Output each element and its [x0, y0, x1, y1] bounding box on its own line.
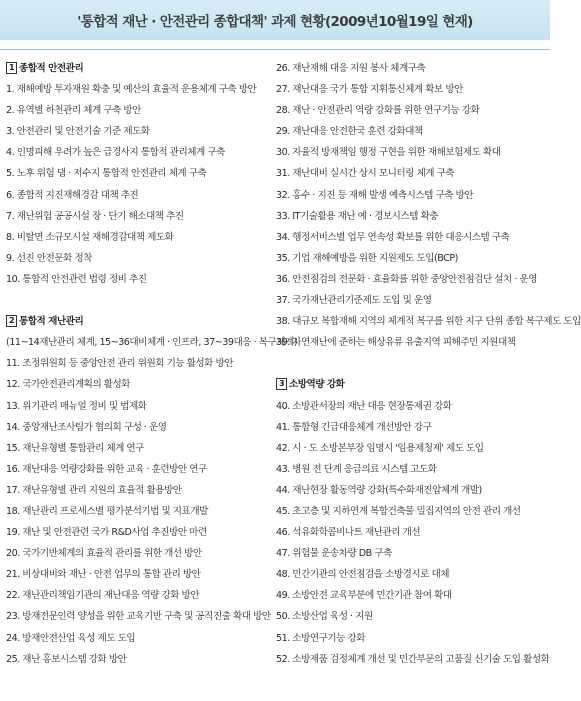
- task-item: 48. 민간기관의 안전점검을 소방경시로 대체: [276, 569, 450, 581]
- page-title: '통합적 재난 · 안전관리 종합대책' 과제 현황(2009년10월19일 현재): [77, 14, 473, 30]
- task-item: 40. 소방관서장의 재난 대응 현장통제권 강화: [276, 400, 452, 412]
- task-item: 37. 국가재난관리기준제도 도입 및 운영: [276, 295, 432, 307]
- task-item: 38. 대규모 복합재해 지역의 체계적 복구를 위한 지구 단위 종합 복구제도 도입: [276, 316, 581, 328]
- section-heading: [6, 311, 274, 332]
- task-item: 32. 홍수 · 지진 등 재해 발생 예측시스템 구축 방안: [276, 189, 474, 201]
- task-item: 9. 선진 안전문화 정착: [6, 252, 92, 264]
- task-item: 28. 재난 · 안전관리 역량 강화를 위한 연구기능 강화: [276, 105, 480, 117]
- task-item: 49. 소방안전 교육부분에 민간기관 참여 확대: [276, 590, 452, 602]
- spacer: [276, 353, 548, 374]
- task-item: 46. 석유화학콤비나트 재난관리 개선: [276, 527, 421, 539]
- task-item: 35. 기업 재해예방을 위한 지원제도 도입(BCP): [276, 252, 458, 264]
- task-item: 8. 비탈면 소규모시설 재해경감대책 제도화: [6, 231, 174, 243]
- task-item: 16. 재난대응 역량강화를 위한 교육 · 훈련방안 연구: [6, 463, 207, 475]
- section-number-box: 3: [276, 378, 287, 390]
- task-item: 41. 통합형 긴급대응체계 개선방안 강구: [276, 421, 432, 433]
- task-item: 52. 소방제품 검정체계 개선 및 민간부문의 고품질 신기술 도입 활성화: [276, 653, 550, 665]
- task-item: 30. 자율적 방재책임 행정 구현을 위한 재해보험제도 확대: [276, 147, 501, 159]
- task-item: 29. 재난대응 안전한국 훈련 강화대책: [276, 126, 423, 138]
- section-title: 종합적 안전관리: [19, 63, 84, 74]
- task-item: 27. 재난대응 국가 통합 지휘통신체계 확보 방안: [276, 84, 463, 96]
- task-item: 45. 초고층 및 지하연계 복합건축물 밀집지역의 안전 관리 개선: [276, 505, 521, 517]
- header-bar: [0, 0, 550, 40]
- task-item: 22. 재난관리책임기관의 재난대응 역량 강화 방안: [6, 590, 200, 602]
- task-item: 17. 재난유형별 관리 지원의 효율적 활용방안: [6, 484, 182, 496]
- task-item: (11~14재난관리 체계, 15~36대비체계 · 인프라, 37~39대응 · 복구체계): [6, 337, 297, 349]
- section-number-box: 2: [6, 315, 17, 327]
- task-item: 44. 재난현장 활동역량 강화(특수화재진압체계 개발): [276, 484, 482, 496]
- section-number-box: 1: [6, 62, 17, 74]
- section-heading: [276, 374, 548, 395]
- task-item: 20. 국가기반체계의 효율적 관리를 위한 개선 방안: [6, 548, 202, 560]
- task-item: 4. 인명피해 우려가 높은 급경사지 통합적 관리체계 구축: [6, 147, 225, 159]
- task-item: 15. 재난유형별 통합관리 체계 연구: [6, 442, 144, 454]
- section-title: 소방역량 강화: [289, 379, 345, 391]
- task-item: 51. 소방연구기능 강화: [276, 632, 365, 644]
- task-item: 39. 자연재난에 준하는 해상유류 유출지역 피해주민 지원대책: [276, 337, 516, 349]
- section-title: 통합적 재난관리: [19, 316, 84, 328]
- task-item: 12. 국가안전관리계획의 활성화: [6, 379, 131, 391]
- task-item: 14. 중앙재난조사팀가 협의회 구성 · 운영: [6, 421, 167, 433]
- task-item: 23. 방재전문인력 양성을 위한 교육기반 구축 및 공직진출 확대 방안: [6, 611, 271, 623]
- task-item: 6. 종합적 지진재해경감 대책 추진: [6, 189, 139, 201]
- task-item: 10. 통합적 안전관련 법령 정비 추진: [6, 273, 147, 285]
- task-item: 33. IT기술활용 재난 예 · 경보시스템 확충: [276, 210, 439, 222]
- task-item: 7. 재난위험 공공시설 장 · 단기 해소대책 추진: [6, 210, 184, 222]
- task-item: 3. 안전관리 및 안전기술 기준 제도화: [6, 126, 150, 138]
- section-heading: [6, 58, 274, 79]
- task-item: 13. 위기관리 매뉴얼 정비 및 법제화: [6, 400, 147, 412]
- task-item: 19. 재난 및 안전관련 국가 R&D사업 추진방안 마련: [6, 527, 207, 539]
- task-item: 42. 시 · 도 소방본부장 임명시 '임용제청제' 제도 도입: [276, 442, 484, 454]
- task-item: 11. 조정위원회 등 중앙안전 관리 위원회 기능 활성화 방안: [6, 358, 234, 370]
- task-item: 31. 재난대비 실시간 상시 모니터링 체계 구축: [276, 168, 455, 180]
- task-item: 47. 위험물 운송차량 DB 구축: [276, 548, 392, 560]
- task-item: 36. 안전점검의 전문화 · 효율화를 위한 중앙안전점검단 설치 · 운영: [276, 273, 537, 285]
- task-item: 2. 유역별 하천관리 체계 구축 방안: [6, 105, 141, 117]
- task-item: 26. 재난재해 대응 지원 봉사 체계구축: [276, 63, 426, 74]
- task-item: 25. 재난 홍보시스템 강화 방안: [6, 653, 127, 665]
- task-item: 21. 비상대비와 재난 · 안전 업무의 통합 관리 방안: [6, 569, 201, 581]
- spacer: [6, 290, 274, 311]
- task-item: 18. 재난관리 프로세스별 평가분석기법 및 지표개발: [6, 505, 208, 517]
- task-item: 34. 행정서비스별 업무 연속성 확보를 위한 대응시스템 구축: [276, 231, 510, 243]
- task-item: 50. 소방산업 육성 · 지원: [276, 611, 373, 623]
- task-item: 5. 노후 위험 댐 · 저수지 통합적 안전관리 체계 구축: [6, 168, 207, 180]
- task-item: 1. 재해예방 투자재원 확충 및 예산의 효율적 운용체계 구축 방안: [6, 84, 257, 96]
- task-item: 43. 병원 전 단계 응급의료 시스템 고도화: [276, 463, 437, 475]
- left-column: [6, 58, 297, 670]
- task-item: 24. 방재안전산업 육성 제도 도입: [6, 632, 136, 644]
- right-column: [276, 58, 581, 670]
